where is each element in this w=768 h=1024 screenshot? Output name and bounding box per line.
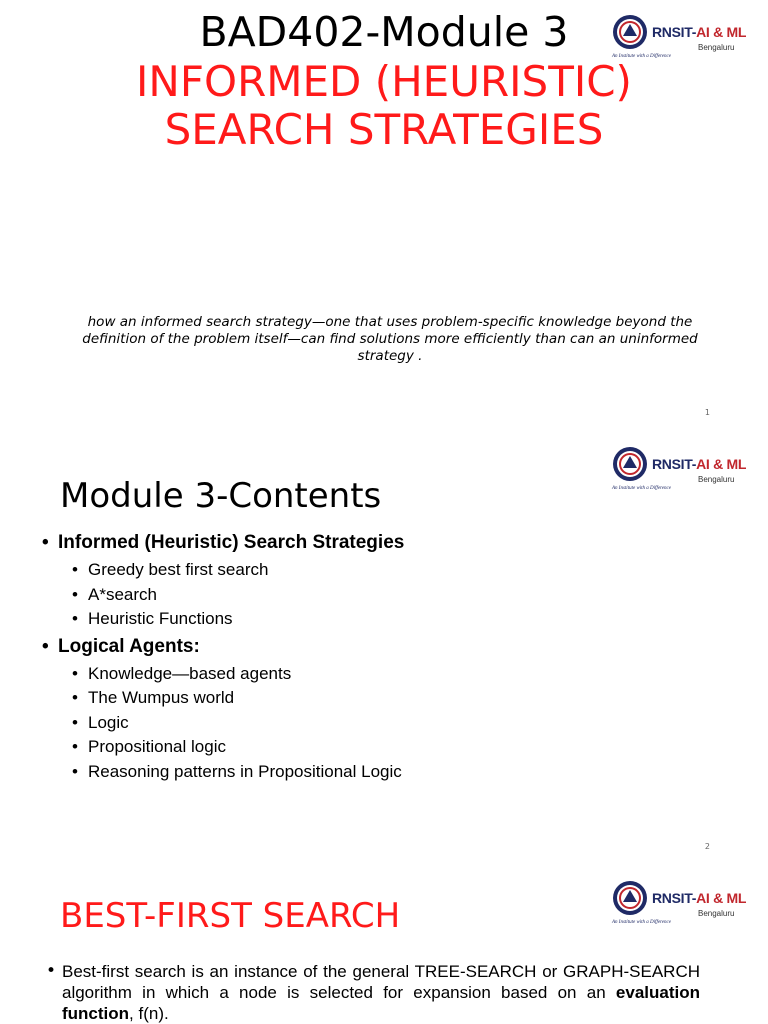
best-first-search-text: Best-first search is an instance of the general TREE-SEARCH or GRAPH-SEARCH algorithm in which a node is selected for expansion based on an evaluation function, f(n). [62,962,700,1023]
logo-city: Bengaluru [698,475,735,484]
logo-brand: RNSIT-AI & ML [652,456,747,472]
slide-description: how an informed search strategy—one that uses problem-specific knowledge beyond the definition of the problem itself—can find solutions more efficiently than can an uninformed strategy . [82,314,698,364]
contents-section: • Informed (Heuristic) Search Strategies • Greedy best first search • A*search • Heuristic Functions [42,532,404,632]
page-number: 2 [704,842,710,851]
logo-motto: An Institute with a Difference [612,54,671,59]
contents-item: • Greedy best first search [72,558,404,583]
contents-item: • A*search [72,583,404,608]
slide-1 [0,0,768,430]
contents-item: • Logic [72,711,404,736]
slide-subtitle: INFORMED (HEURISTIC) SEARCH STRATEGIES [136,57,632,154]
contents-list [42,532,404,788]
contents-item: • Heuristic Functions [72,607,404,632]
contents-item: • Propositional logic [72,735,404,760]
contents-item: • Knowledge—based agents [72,662,404,687]
rnsit-logo [612,878,747,936]
logo-city: Bengaluru [698,43,735,52]
best-first-search-heading: BEST-FIRST SEARCH [60,896,401,936]
logo-brand: RNSIT-AI & ML [652,24,747,40]
rnsit-seal-icon [612,880,648,916]
rnsit-logo [612,444,747,502]
contents-item: • Reasoning patterns in Propositional Logic [72,760,404,785]
logo-brand: RNSIT-AI & ML [652,890,747,906]
logo-motto: An Institute with a Difference [612,486,671,491]
logo-city: Bengaluru [698,909,735,918]
slide-3 [0,864,768,1024]
slide-title: BAD402-Module 3 [199,8,569,56]
bullet-icon: • [46,961,57,981]
slide-2 [0,436,768,858]
rnsit-seal-icon [612,446,648,482]
contents-section: • Logical Agents: • Knowledge—based agents • The Wumpus world • Logic • Propositional logic • Reasoning patterns in Propositional Logic [42,636,404,785]
logo-motto: An Institute with a Difference [612,920,671,925]
contents-item: • The Wumpus world [72,686,404,711]
contents-heading: Module 3-Contents [60,476,382,516]
page-number: 1 [704,408,710,417]
